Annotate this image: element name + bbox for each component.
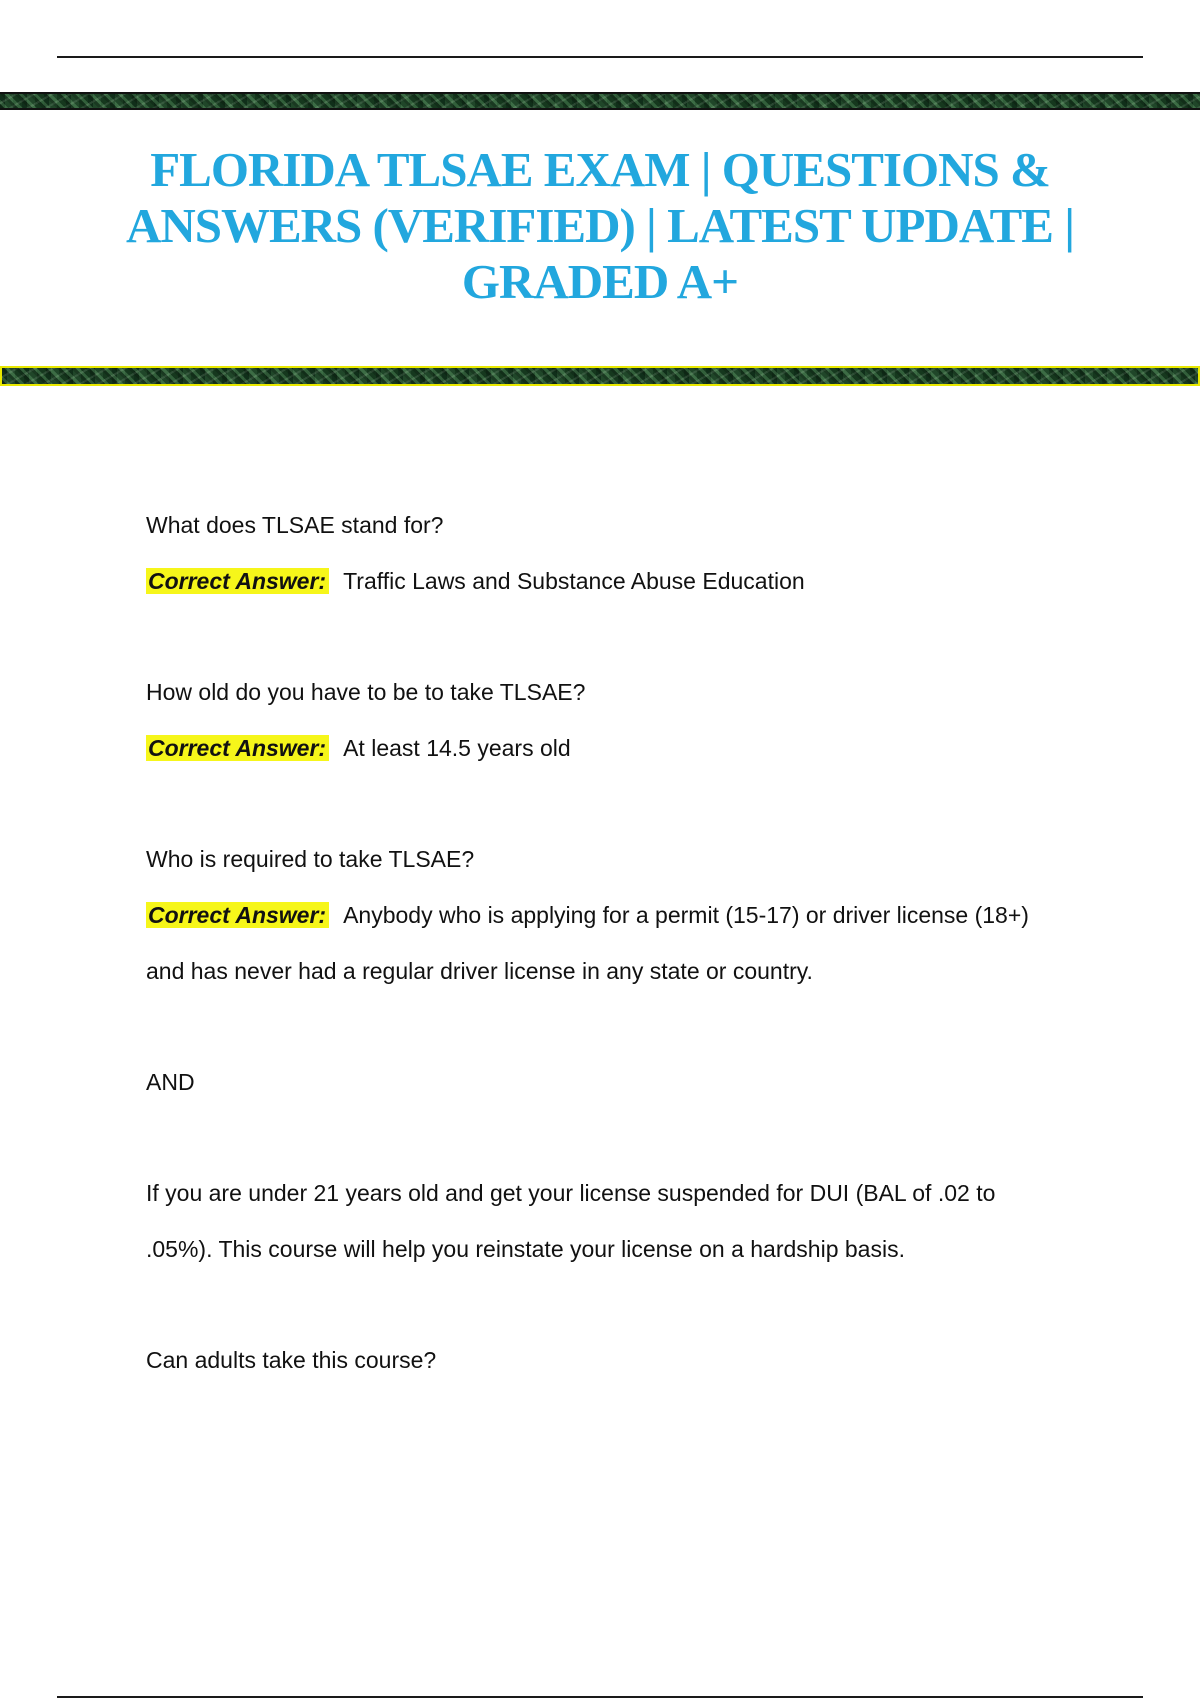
question-2: How old do you have to be to take TLSAE? <box>146 679 586 705</box>
correct-answer-label: Correct Answer: <box>146 568 329 594</box>
header-band-top <box>0 92 1200 110</box>
question-4: Can adults take this course? <box>146 1347 437 1373</box>
top-rule <box>57 56 1143 58</box>
question-3: Who is required to take TLSAE? <box>146 846 475 872</box>
answer-3-continued: and has never had a regular driver license in any state or country. <box>146 958 813 984</box>
answer-text: Traffic Laws and Substance Abuse Education <box>343 568 805 594</box>
header-band-bottom <box>0 366 1200 386</box>
answer-2 <box>146 720 1106 776</box>
answer-text: Anybody who is applying for a permit (15-17) or driver license (18+) <box>343 902 1029 928</box>
answer-text: At least 14.5 years old <box>343 735 571 761</box>
question-1: What does TLSAE stand for? <box>146 512 444 538</box>
document-title: FLORIDA TLSAE EXAM | QUESTIONS & ANSWERS (VERIFIED) | LATEST UPDATE | GRADED A+ <box>125 142 1075 309</box>
correct-answer-label: Correct Answer: <box>146 735 329 761</box>
answer-1 <box>146 553 1106 609</box>
qa-content <box>146 497 1106 1388</box>
bottom-rule <box>57 1696 1143 1698</box>
answer-3-extra-line-2: .05%). This course will help you reinstate your license on a hardship basis. <box>146 1236 905 1262</box>
answer-3-extra-line-1: If you are under 21 years old and get your license suspended for DUI (BAL of .02 to <box>146 1180 996 1206</box>
answer-3 <box>146 887 1106 943</box>
correct-answer-label: Correct Answer: <box>146 902 329 928</box>
and-text: AND <box>146 1069 195 1095</box>
